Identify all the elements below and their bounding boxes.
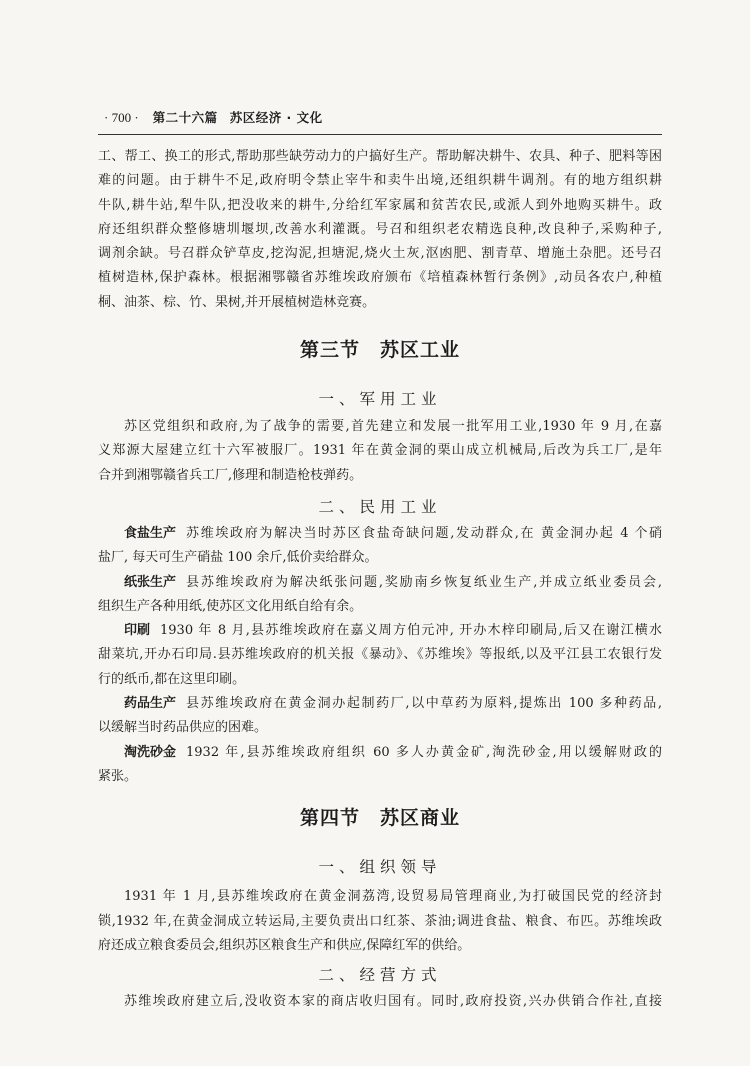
text-line [98, 741, 662, 765]
header-rule [98, 134, 662, 135]
text-line: 植树造林,保护森林。根据湘鄂赣省苏维埃政府颁布《培植森林暂行条例》,动员各农户,种植 [98, 270, 662, 286]
text-line: 合并到湘鄂赣省兵工厂,修理和制造枪枝弹药。 [98, 467, 363, 483]
item-paragraph [98, 571, 662, 620]
text-line: 府还组织群众整修塘圳堰坝,改善水利灌溉。号召和组织老农精选良种,改良种子,采购种子, [98, 221, 662, 237]
section-number: 第三节 [299, 339, 360, 362]
item-term: 食盐生产 [124, 525, 177, 541]
section-title: 苏区工业 [380, 339, 461, 362]
text-line [98, 522, 662, 546]
part-title: 苏区经济 · 文化 [229, 110, 323, 125]
text-line [98, 643, 662, 667]
text-line [98, 692, 662, 716]
section-heading [98, 803, 662, 847]
page-number: · 700 · [104, 110, 139, 125]
item-paragraph [98, 692, 662, 741]
part-label: 第二十六篇 [152, 110, 218, 125]
text-line: 苏维埃政府建立后,没收资本家的商店收归国有。同时,政府投资,兴办供销合作社,直接 [124, 994, 662, 1010]
paragraph [98, 885, 662, 958]
paragraph [98, 990, 662, 1014]
text-line: 桐、油茶、棕、竹、果树,并开展植树造林竞赛。 [98, 294, 376, 310]
item-term: 药品生产 [124, 696, 177, 712]
item-term: 纸张生产 [124, 574, 177, 590]
text-line [98, 668, 662, 692]
document-page [98, 108, 662, 1014]
text-line: 府还成立粮食委员会,组织苏区粮食生产和供应,保障红军的供给。 [98, 937, 471, 953]
text-line: 锁,1932 年,在黄金洞成立转运局,主要负责出口红茶、茶油;调进食盐、粮食、布匹。苏维埃政 [98, 913, 662, 929]
text-line: 义郑源大屋建立红十六军被服厂。1931 年在黄金洞的栗山成立机械局,后改为兵工厂,是年 [98, 443, 662, 459]
paragraph [98, 145, 662, 315]
subsection-heading: 二、经营方式 [318, 966, 442, 985]
item-text: 1930 年 8 月,县苏维埃政府在嘉义周方伯元冲, 开办木梓印刷局,后又在谢江横水 [160, 623, 662, 639]
text-line: 苏区党组织和政府,为了战争的需要,首先建立和发展一批军用工业,1930 年 9 月,在嘉 [124, 419, 662, 435]
text-line [98, 546, 662, 570]
section-heading [98, 335, 662, 375]
text-line: 难的问题。由于耕牛不足,政府明令禁止宰牛和卖牛出境,还组织耕牛调剂。有的地方组织耕 [98, 173, 662, 189]
text-line [98, 595, 662, 619]
section-number: 第四节 [299, 807, 360, 830]
section-title: 苏区商业 [380, 807, 461, 830]
text-line: 调剂余缺。号召群众铲草皮,挖沟泥,担塘泥,烧火土灰,沤凼肥、割青草、增施土杂肥。还号召 [98, 246, 662, 262]
item-paragraph [98, 741, 662, 790]
item-text: 组织生产各种用纸,使苏区文化用纸自给有余。 [98, 598, 363, 614]
item-text: 县苏维埃政府为解决纸张问题,奖励南乡恢复纸业生产,并成立纸业委员会, [186, 574, 662, 590]
item-text: 以缓解当时药品供应的困难。 [98, 720, 268, 736]
subsection-heading: 一、组织领导 [318, 858, 442, 877]
item-term: 淘洗砂金 [124, 744, 177, 760]
text-line [98, 619, 662, 643]
text-line: 牛队,耕牛站,犁牛队,把没收来的耕牛,分给红军家属和贫苦农民,或派人到外地购买耕牛。政 [98, 197, 662, 213]
item-list [98, 522, 662, 789]
item-text: 苏维埃政府为解决当时苏区食盐奇缺问题,发动群众,在 黄金洞办起 4 个硝 [186, 525, 662, 541]
text-line [98, 571, 662, 595]
text-line: 1931 年 1 月,县苏维埃政府在黄金洞荔湾,设贸易局管理商业,为打破国民党的经济封 [124, 889, 662, 905]
item-text: 甜菜坑,开办石印局.县苏维埃政府的机关报《暴动》、《苏维埃》等报纸,以及平江县工农银行发 [98, 647, 662, 663]
item-text: 1932 年,县苏维埃政府组织 60 多人办黄金矿,淘洗砂金,用以缓解财政的 [186, 744, 662, 760]
item-text: 行的纸币,都在这里印刷。 [98, 671, 246, 687]
item-paragraph [98, 522, 662, 571]
item-term: 印刷 [124, 623, 151, 639]
running-header [98, 108, 662, 130]
text-line: 工、帮工、换工的形式,帮助那些缺劳动力的户搞好生产。帮助解决耕牛、农具、种子、肥料等困 [98, 149, 662, 164]
subsection-heading: 一、军用工业 [318, 390, 442, 409]
item-text: 县苏维埃政府在黄金洞办起制药厂,以中草药为原料,提炼出 100 多种药品, [186, 696, 662, 712]
text-line [98, 765, 662, 789]
text-line [98, 716, 662, 740]
item-paragraph [98, 619, 662, 692]
paragraph [98, 415, 662, 488]
item-text: 紧张。 [98, 768, 138, 784]
subsection-heading: 二、民用工业 [318, 497, 442, 516]
item-text: 盐厂, 每天可生产硝盐 100 余斤,低价卖给群众。 [98, 550, 378, 566]
